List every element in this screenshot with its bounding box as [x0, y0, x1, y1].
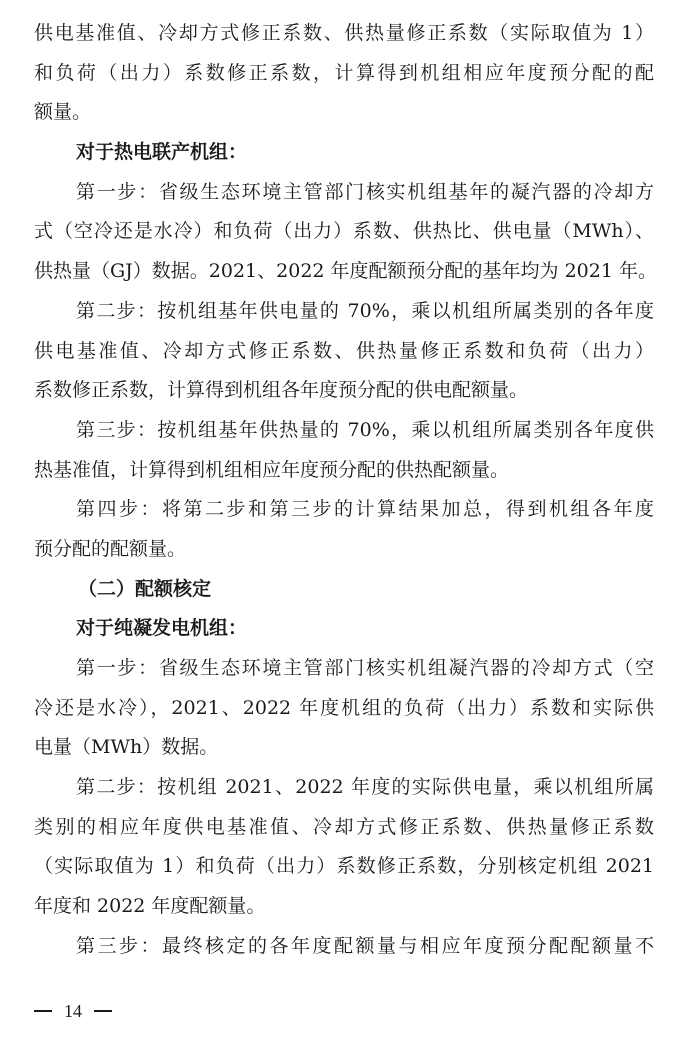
- paragraph-line: 第二步：按机组基年供电量的 70%，乘以机组所属类别的各年度: [76, 299, 654, 322]
- page-number: 14: [64, 1001, 82, 1021]
- paragraph-line: 冷还是水冷），2021、2022 年度机组的负荷（出力）系数和实际供: [34, 696, 654, 719]
- paragraph-line: 第四步：将第二步和第三步的计算结果加总，得到机组各年度: [76, 498, 654, 521]
- paragraph-line: 和负荷（出力）系数修正系数，计算得到机组相应年度预分配的配: [34, 61, 654, 84]
- paragraph-line: 供热量（GJ）数据。2021、2022 年度配额预分配的基年均为 2021 年。: [34, 260, 657, 283]
- section-heading: （二）配额核定: [78, 577, 212, 600]
- document-page: [34, 14, 657, 967]
- paragraph-line: 式（空冷还是水冷）和负荷（出力）系数、供热比、供电量（MWh）、: [34, 220, 654, 243]
- paragraph-line: 热基准值，计算得到机组相应年度预分配的供热配额量。: [34, 458, 510, 481]
- paragraph-line: 年度和 2022 年度配额量。: [34, 895, 266, 918]
- page-footer: [34, 996, 112, 1026]
- section-subheading: 对于纯凝发电机组：: [76, 617, 248, 640]
- paragraph-line: （实际取值为 1）和负荷（出力）系数修正系数，分别核定机组 2021: [34, 855, 654, 878]
- paragraph-line: 第一步：省级生态环境主管部门核实机组凝汽器的冷却方式（空: [76, 657, 654, 679]
- paragraph-line: 第一步：省级生态环境主管部门核实机组基年的凝汽器的冷却方: [76, 180, 654, 203]
- paragraph-line: 供电基准值、冷却方式修正系数、供热量修正系数和负荷（出力）: [34, 339, 654, 362]
- paragraph-line: 第三步：按机组基年供热量的 70%，乘以机组所属类别各年度供: [76, 418, 654, 441]
- paragraph-line: 系数修正系数，计算得到机组各年度预分配的供电配额量。: [34, 379, 529, 402]
- paragraph-line: 类别的相应年度供电基准值、冷却方式修正系数、供热量修正系数: [34, 815, 654, 838]
- footer-dash-right: [94, 1010, 112, 1012]
- paragraph-line: 电量（MWh）数据。: [34, 736, 219, 759]
- paragraph-line: 第三步：最终核定的各年度配额量与相应年度预分配配额量不: [76, 934, 654, 957]
- footer-dash-left: [34, 1010, 52, 1012]
- section-subheading: 对于热电联产机组：: [76, 141, 248, 164]
- paragraph-line: 额量。: [34, 101, 92, 124]
- paragraph-line: 供电基准值、冷却方式修正系数、供热量修正系数（实际取值为 1）: [34, 22, 654, 44]
- paragraph-line: 预分配的配额量。: [34, 537, 187, 560]
- paragraph-line: 第二步：按机组 2021、2022 年度的实际供电量，乘以机组所属: [76, 776, 654, 799]
